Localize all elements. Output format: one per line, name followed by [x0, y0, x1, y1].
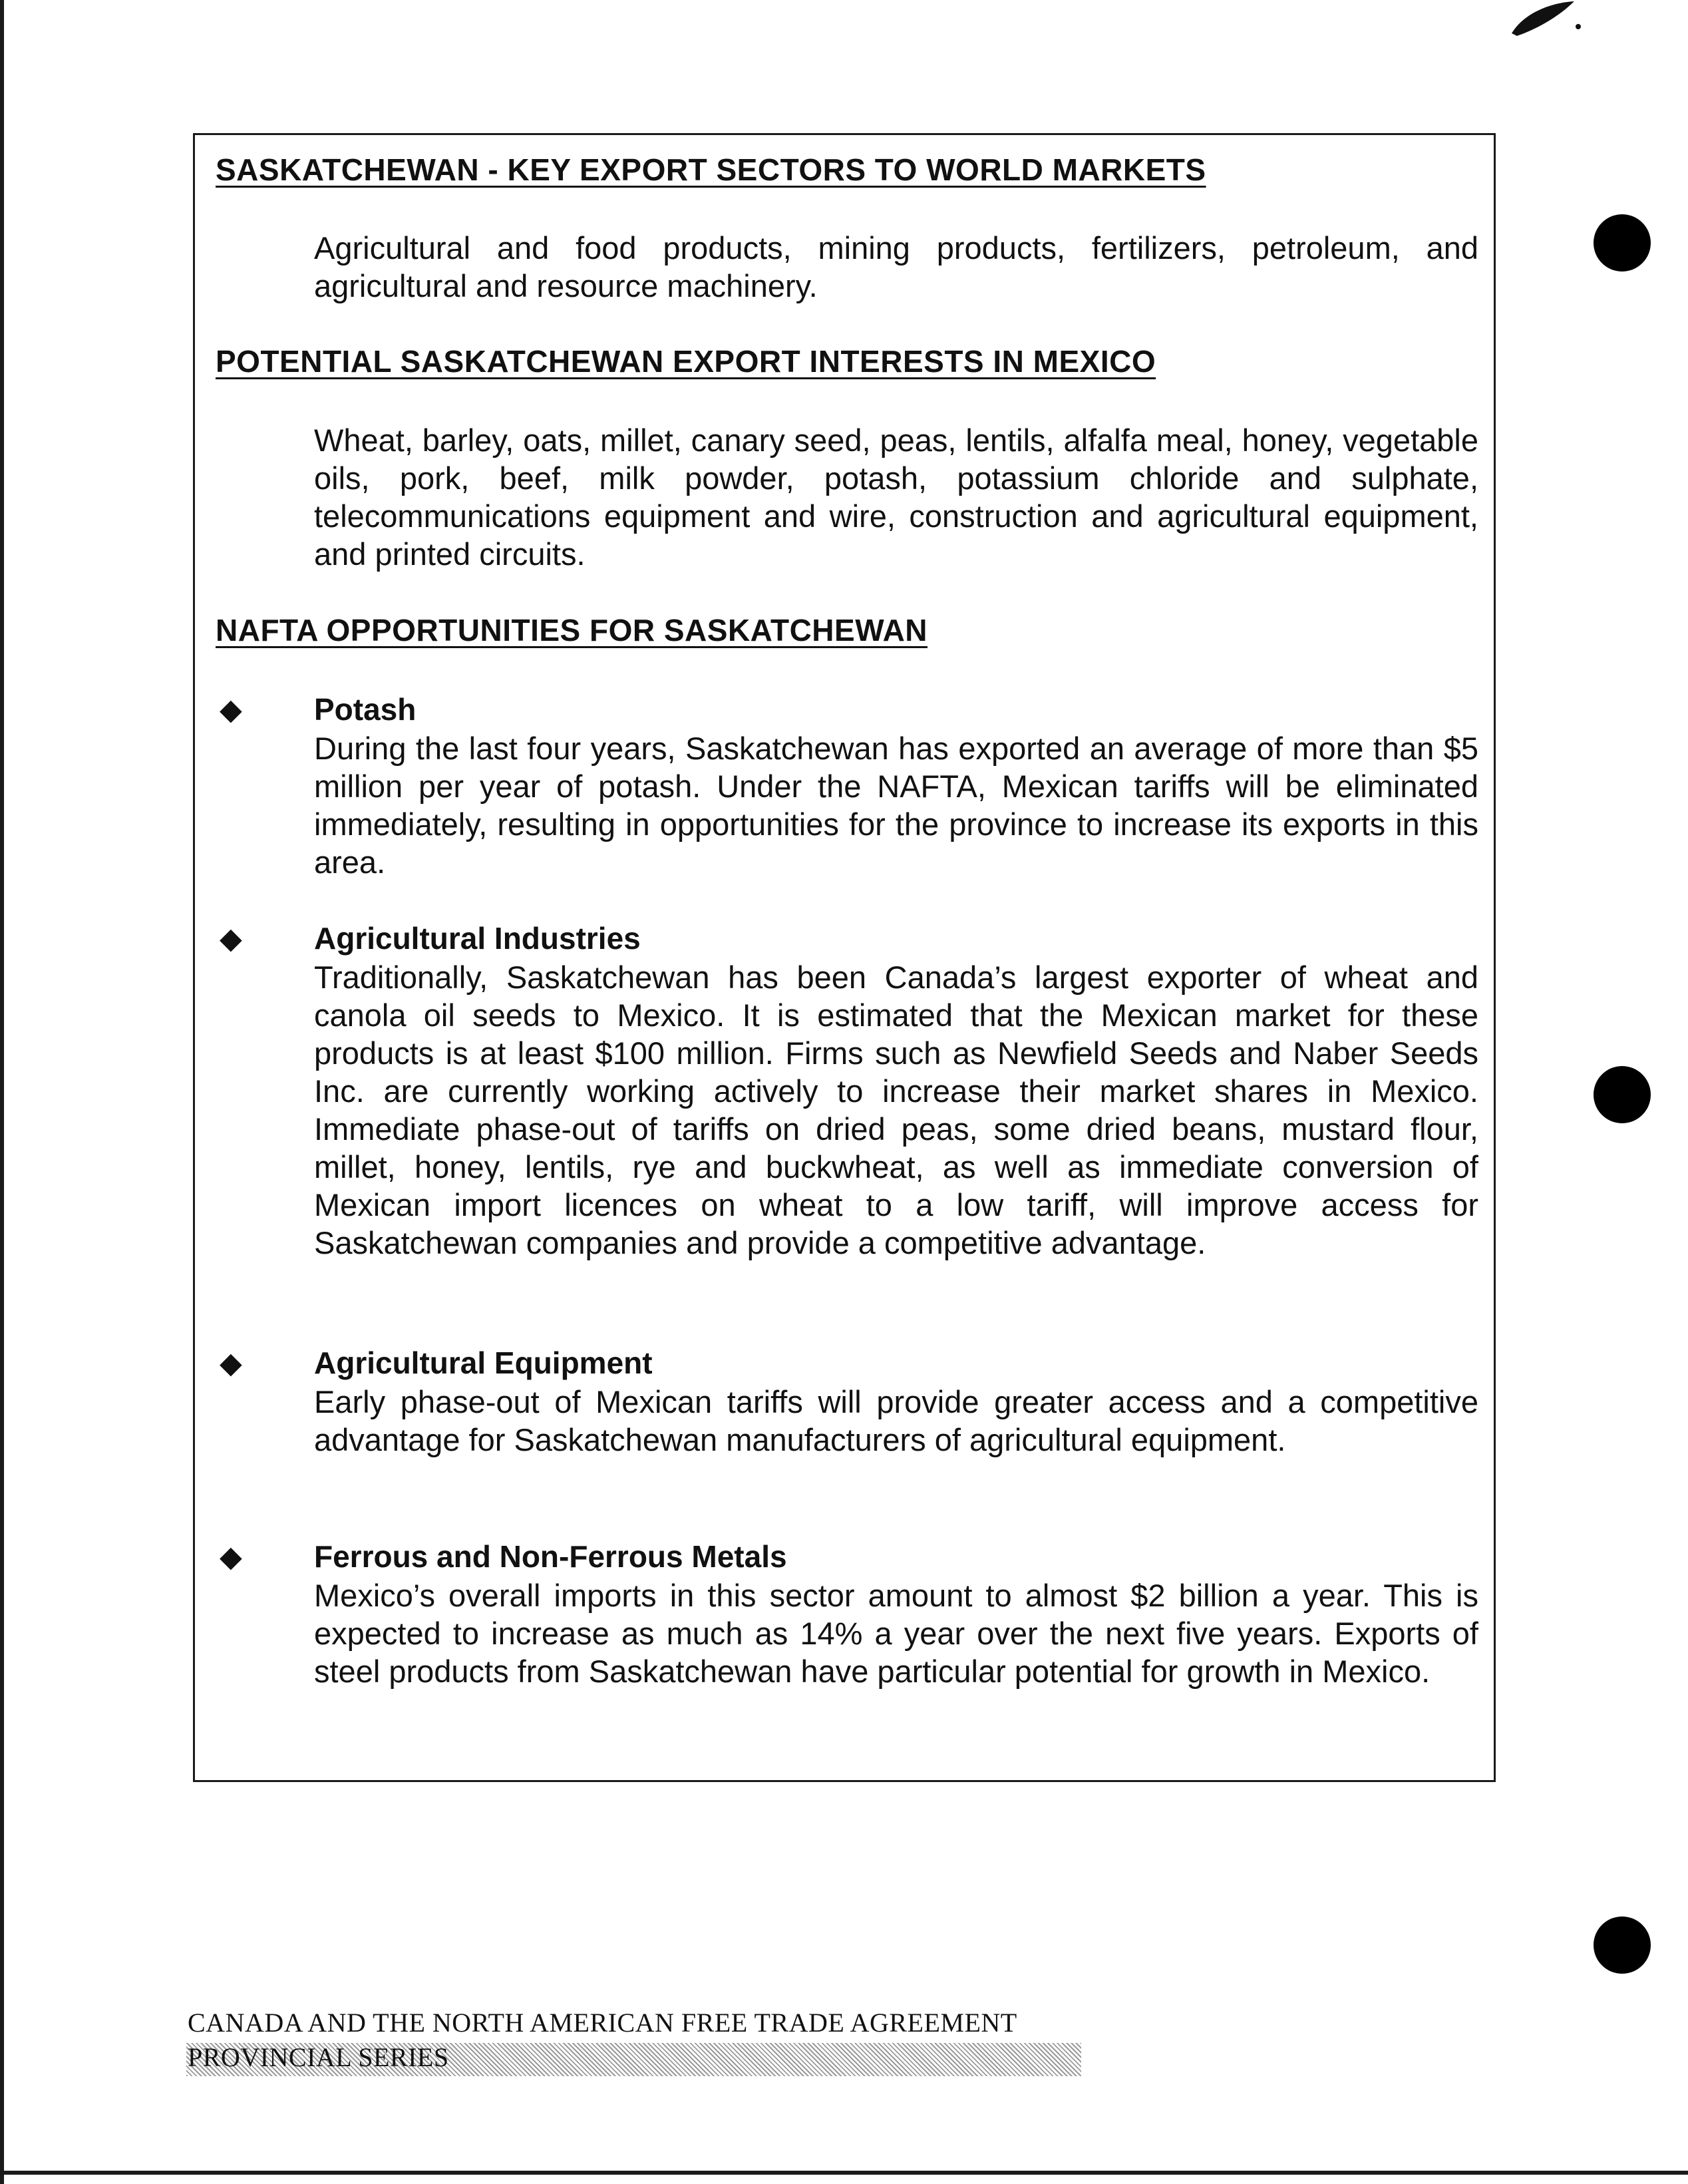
mexico-interests-body: Wheat, barley, oats, millet, canary seed, peas, lentils, alfalfa meal, honey, vegetable oils, pork, beef, milk powder, potash, potassium chloride and sulphate, telecommunications equipment and wire, construction and agricultural equipment, and printed circuits. — [314, 423, 1478, 572]
footer-series-title: CANADA AND THE NORTH AMERICAN FREE TRADE AGREEMENT — [188, 2008, 1017, 2038]
bullet-icon: ◆ — [220, 1541, 242, 1573]
key-export-body: Agricultural and food products, mining products, fertilizers, petroleum, and agricultural and resource machinery. — [314, 230, 1478, 303]
item-body-agricultural-industries: Traditionally, Saskatchewan has been Canada’s largest exporter of wheat and canola oil seeds to Mexico. It is estimated that the Mexican market for these products is at least $100 million. Firms such as Newfield Seeds and Naber Seeds Inc. are currently working actively to increase their market shares in Mexico. Immediate phase-out of tariffs on dried peas, some dried beans, mustard flour, millet, honey, lentils, rye and buckwheat, as well as immediate conversion of Mexican import licences on wheat to a low tariff, will improve access for Saskatchewan companies and provide a competitive advantage. — [314, 960, 1478, 1260]
bullet-icon: ◆ — [220, 1347, 242, 1379]
item-title-agricultural-industries: Agricultural Industries — [314, 921, 641, 956]
content-frame — [193, 133, 1496, 1782]
item-title-agricultural-equipment: Agricultural Equipment — [314, 1346, 653, 1380]
bullet-icon: ◆ — [220, 922, 242, 955]
item-title-potash: Potash — [314, 692, 417, 727]
scan-mark-icon — [1510, 0, 1584, 39]
binder-hole-icon — [1594, 1066, 1651, 1123]
scan-bottom-rule — [0, 2171, 1688, 2175]
nafta-heading: NAFTA OPPORTUNITIES FOR SASKATCHEWAN — [216, 613, 928, 647]
scan-left-edge — [0, 0, 4, 2184]
binder-hole-icon — [1594, 214, 1651, 272]
mexico-interests-heading: POTENTIAL SASKATCHEWAN EXPORT INTERESTS IN MEXICO — [216, 344, 1156, 379]
item-title-ferrous-metals: Ferrous and Non-Ferrous Metals — [314, 1539, 787, 1574]
footer-series-label: PROVINCIAL SERIES — [188, 2042, 449, 2072]
key-export-heading: SASKATCHEWAN - KEY EXPORT SECTORS TO WORLD MARKETS — [216, 152, 1206, 187]
item-body-agricultural-equipment: Early phase-out of Mexican tariffs will provide greater access and a competitive advantage for Saskatchewan manufacturers of agricultural equipment. — [314, 1384, 1478, 1457]
item-body-ferrous-metals: Mexico’s overall imports in this sector amount to almost $2 billion a year. This is expected to increase as much as 14% a year over the next five years. Exports of steel products from Saskatchewan have particular potential for growth in Mexico. — [314, 1578, 1478, 1689]
bullet-icon: ◆ — [220, 693, 242, 726]
binder-hole-icon — [1594, 1916, 1651, 1974]
item-body-potash: During the last four years, Saskatchewan has exported an average of more than $5 million per year of potash. Under the NAFTA, Mexican tariffs will be eliminated immediately, resulting in opportunities for the province to increase its exports in this area. — [314, 731, 1478, 880]
